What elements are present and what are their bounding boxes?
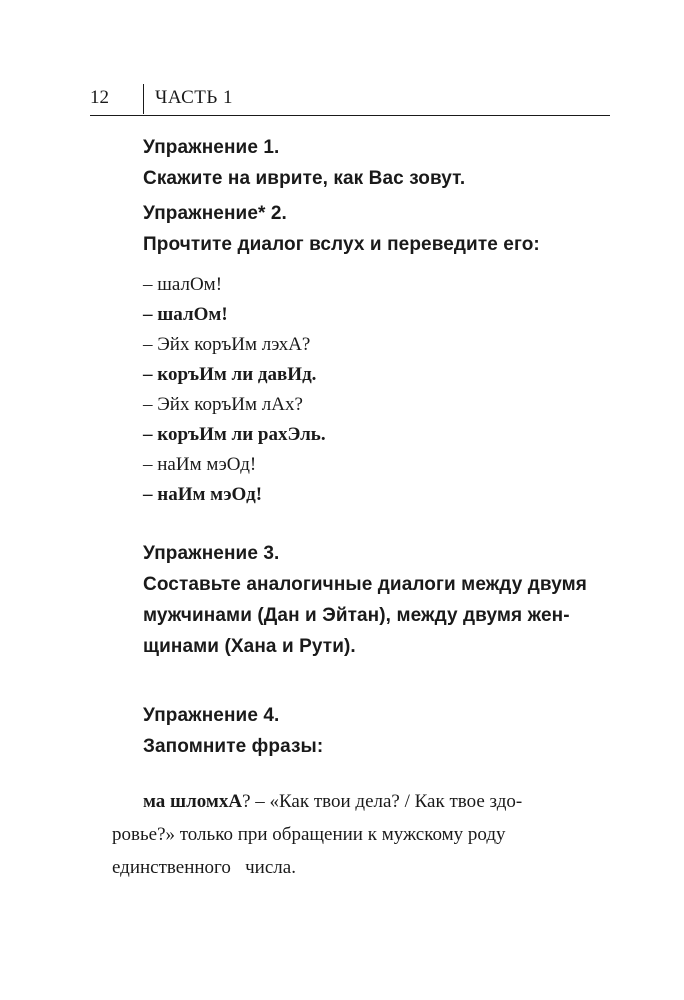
exercise-title: Упражнение 3. [143, 543, 280, 564]
exercise-task: Прочтите диалог вслух и переведите его: [143, 234, 540, 255]
page-content [143, 132, 610, 762]
exercise-1 [143, 132, 610, 194]
dialog-line-response: – коръИм ли давИд. [143, 364, 317, 385]
phrase-explanation [112, 785, 610, 884]
dialog [143, 270, 610, 510]
exercise-task: Запомните фразы: [143, 736, 324, 757]
phrase-text: ? – «Как твои дела? / Как твое здо- [242, 791, 523, 812]
phrase-line: единственного числа. [112, 857, 296, 878]
dialog-line: – Эйх коръИм лэхА? [143, 334, 311, 355]
header-separator [143, 84, 144, 114]
header-rule [90, 115, 610, 116]
exercise-4 [143, 700, 610, 762]
exercise-task-line: мужчинами (Дан и Эйтан), между двумя жен- [143, 605, 570, 626]
exercise-title: Упражнение 4. [143, 705, 280, 726]
dialog-line-response: – шалОм! [143, 304, 228, 325]
exercise-task: Скажите на иврите, как Вас зовут. [143, 168, 466, 189]
exercise-task-line: щинами (Хана и Рути). [143, 636, 356, 657]
phrase-line [112, 785, 610, 818]
page-number: 12 [90, 87, 109, 108]
dialog-line: – шалОм! [143, 274, 223, 295]
phrase-term: ма шломхА [143, 791, 243, 812]
phrase-line: ровье?» только при обращении к мужскому роду [112, 824, 506, 845]
running-header-chapter: ЧАСТЬ 1 [155, 87, 234, 108]
dialog-line: – Эйх коръИм лАх? [143, 394, 303, 415]
dialog-line-response: – коръИм ли рахЭль. [143, 424, 326, 445]
exercise-3 [143, 538, 610, 662]
exercise-task-line: Составьте аналогичные диалоги между двумя [143, 574, 587, 595]
exercise-title: Упражнение 1. [143, 137, 280, 158]
exercise-title: Упражнение* 2. [143, 203, 287, 224]
exercise-2 [143, 198, 610, 510]
dialog-line: – наИм мэОд! [143, 454, 257, 475]
dialog-line-response: – наИм мэОд! [143, 484, 263, 505]
